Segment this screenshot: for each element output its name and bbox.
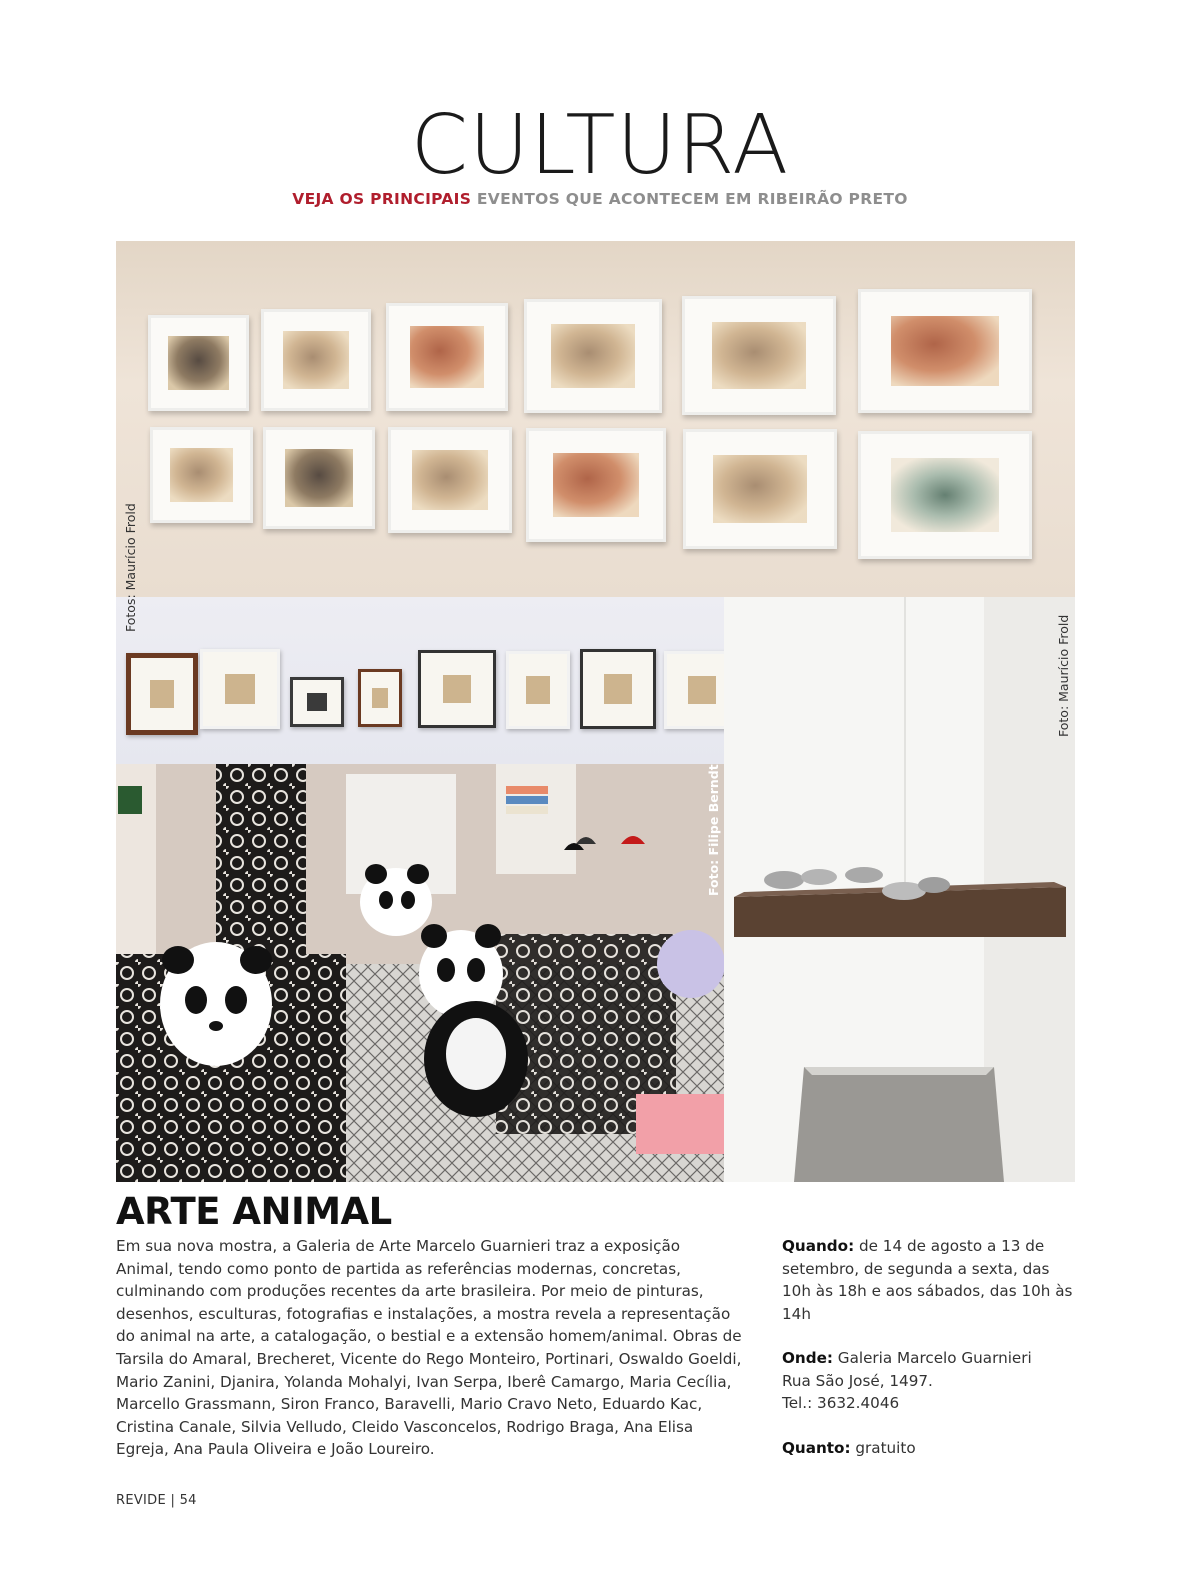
photo-credit-right: Foto: Maurício Frold — [1056, 614, 1071, 737]
where-value: Galeria Marcelo Guarnieri — [837, 1349, 1032, 1367]
panda-bedroom-illustration — [116, 764, 724, 1182]
footer-separator: | — [170, 1493, 176, 1508]
where-phone: Tel.: 3632.4046 — [782, 1394, 900, 1413]
framed-drawing — [148, 315, 249, 411]
page-number: 54 — [179, 1493, 197, 1508]
panda-bedroom-photo — [116, 764, 724, 1182]
framed-drawing — [524, 299, 662, 413]
framed-drawing — [526, 428, 666, 542]
framed-work — [126, 653, 198, 735]
photo-credit-left: Fotos: Maurício Frold — [123, 503, 138, 632]
section-title: CULTURA — [410, 98, 790, 193]
when-value: de 14 de agosto a 13 de setembro, de segunda a sexta, das 10h às 18h e aos sábados, das 10h às 14h — [782, 1237, 1073, 1323]
framed-drawing — [858, 289, 1032, 413]
framed-drawing — [263, 427, 375, 529]
article-title: ARTE ANIMAL — [116, 1190, 392, 1233]
framed-drawing — [261, 309, 371, 411]
price-value: gratuito — [855, 1439, 916, 1457]
when-label: Quando: — [782, 1237, 855, 1255]
gallery-wall-photo — [116, 241, 1075, 597]
page-footer — [116, 1493, 197, 1508]
framed-drawing — [386, 303, 508, 411]
framed-work — [418, 650, 496, 728]
framed-drawing — [150, 427, 253, 523]
framed-drawing — [388, 427, 512, 533]
where-address: Rua São José, 1497. — [782, 1371, 933, 1390]
article-body: Em sua nova mostra, a Galeria de Arte Marcelo Guarnieri traz a exposição Animal, tendo como ponto de partida as referências modernas, concretas, culminando com produções recentes da arte brasileira. Por meio de pinturas, desenhos, esculturas, fotografias e instalações, a mostra revela a representação do animal na arte, a catalogação, o bestial e a extensão homem/animal. Obras de Tarsila do Amaral, Brecheret, Vicente do Rego Monteiro, Portinari, Oswaldo Goeldi, Mario Zanini, Djanira, Yolanda Mohalyi, Ivan Serpa, Iberê Camargo, Maria Cecília, Marcello Grassmann, Siron Franco, Baravelli, Mario Cravo Neto, Eduardo Kac, Cristina Canale, Silvia Velludo, Cleido Vasconcelos, Rodrigo Braga, Ana Elisa Egreja, Ana Paula Oliveira e João Loureiro. — [116, 1237, 742, 1459]
framed-work — [580, 649, 656, 729]
section-subtitle — [0, 190, 1200, 208]
subtitle-highlight: VEJA OS PRINCIPAIS — [292, 190, 472, 208]
framed-drawing — [683, 429, 837, 549]
bird-installation-illustration — [724, 597, 1075, 1182]
framed-drawing — [858, 431, 1032, 559]
framed-drawing — [682, 296, 836, 415]
subtitle-rest: EVENTOS QUE ACONTECEM EM RIBEIRÃO PRETO — [476, 190, 908, 208]
where-label: Onde: — [782, 1349, 833, 1367]
small-frames-photo — [116, 597, 825, 764]
framed-work — [506, 651, 570, 729]
framed-work — [358, 669, 402, 727]
framed-work — [290, 677, 344, 727]
bird-installation-photo — [724, 597, 1075, 1182]
info-where — [782, 1347, 1074, 1415]
magazine-name: REVIDE — [116, 1493, 166, 1508]
info-price — [782, 1437, 1074, 1460]
info-when — [782, 1235, 1074, 1325]
framed-work — [200, 649, 280, 729]
photo-credit-panda: Foto: Filipe Berndt — [706, 764, 721, 896]
price-label: Quanto: — [782, 1439, 851, 1457]
